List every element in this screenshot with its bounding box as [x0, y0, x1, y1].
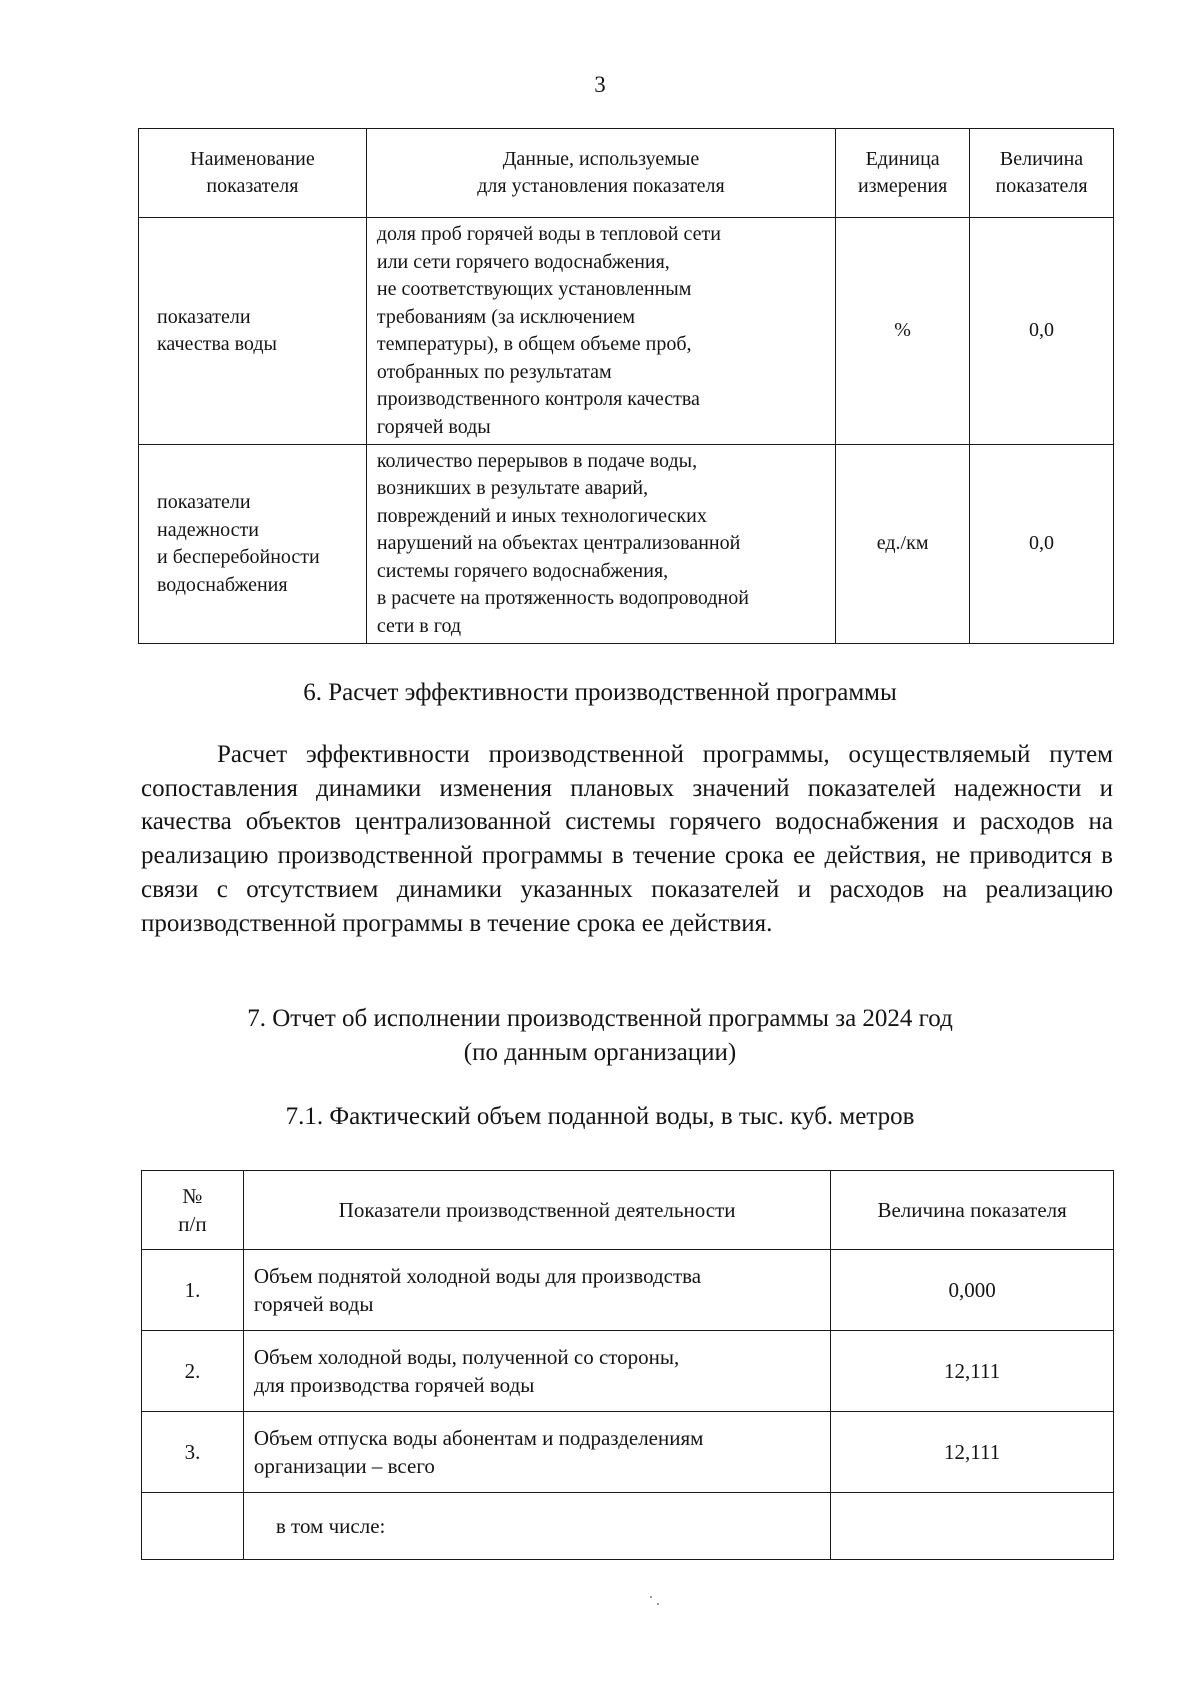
header-value: Величина показателя: [831, 1171, 1114, 1250]
unit-cell: ед./км: [836, 445, 970, 644]
header-indicator-name: Наименование показателя: [139, 129, 367, 218]
row-value: 12,111: [831, 1412, 1114, 1493]
indicator-name-cell: показатели качества воды: [139, 218, 367, 445]
value-cell: 0,0: [970, 218, 1114, 445]
scan-speck: [657, 1603, 659, 1605]
row-number: 1.: [142, 1250, 244, 1331]
page-number: 3: [594, 72, 606, 97]
row-value: 0,000: [831, 1250, 1114, 1331]
table-row: [142, 1250, 1114, 1331]
row-indicator: Объем отпуска воды абонентам и подразделениям организации – всего: [243, 1412, 830, 1493]
header-data: Данные, используемые для установления показателя: [366, 129, 835, 218]
table-header-row: [139, 129, 1114, 218]
table-row: [142, 1412, 1114, 1493]
row-indicator: Объем поднятой холодной воды для производства горячей воды: [243, 1250, 830, 1331]
scan-speck: [650, 1596, 652, 1598]
section-6-paragraph: Расчет эффективности производственной программы, осуществляемый путем сопоставления динамики изменения плановых значений показателей надежности и качества объектов централизованной системы горячего водоснабжения и расходов на реализацию производственной программы в течение срока ее действия, не приводится в связи с отсутствием динамики указанных показателей и расходов на реализацию производственной программы в течение срока ее действия.: [141, 741, 1113, 937]
water-volume-table: [141, 1170, 1114, 1560]
indicator-data-cell: количество перерывов в подаче воды, возникших в результате аварий, повреждений и иных технологических нарушений на объектах централизованной системы горячего водоснабжения, в расчете на протяженность водопроводной сети в год: [366, 445, 835, 644]
row-indicator: Объем холодной воды, полученной со стороны, для производства горячей воды: [243, 1331, 830, 1412]
header-number: № п/п: [142, 1171, 244, 1250]
section-6-heading: 6. Расчет эффективности производственной программы: [303, 679, 897, 706]
unit-cell: %: [836, 218, 970, 445]
header-unit: Единица измерения: [836, 129, 970, 218]
section-7-heading: 7. Отчет об исполнении производственной программы за 2024 год (по данным организации): [247, 1005, 953, 1066]
header-indicator: Показатели производственной деятельности: [243, 1171, 830, 1250]
section-7-1-heading: 7.1. Фактический объем поданной воды, в тыс. куб. метров: [285, 1103, 915, 1130]
row-value: [831, 1493, 1114, 1560]
row-number: [142, 1493, 244, 1560]
table-row: [142, 1493, 1114, 1560]
row-number: 2.: [142, 1331, 244, 1412]
row-value: 12,111: [831, 1331, 1114, 1412]
header-value: Величина показателя: [970, 129, 1114, 218]
indicator-data-cell: доля проб горячей воды в тепловой сети или сети горячего водоснабжения, не соответствующих установленным требованиям (за исключением температуры), в общем объеме проб, отобранных по результатам производственного контроля качества горячей воды: [366, 218, 835, 445]
row-number: 3.: [142, 1412, 244, 1493]
row-indicator: в том числе:: [243, 1493, 830, 1560]
table-row: [142, 1331, 1114, 1412]
quality-indicators-table: [138, 128, 1114, 644]
indicator-name-cell: показатели надежности и бесперебойности водоснабжения: [139, 445, 367, 644]
value-cell: 0,0: [970, 445, 1114, 644]
table-row: [139, 445, 1114, 644]
table-row: [139, 218, 1114, 445]
table-header-row: [142, 1171, 1114, 1250]
